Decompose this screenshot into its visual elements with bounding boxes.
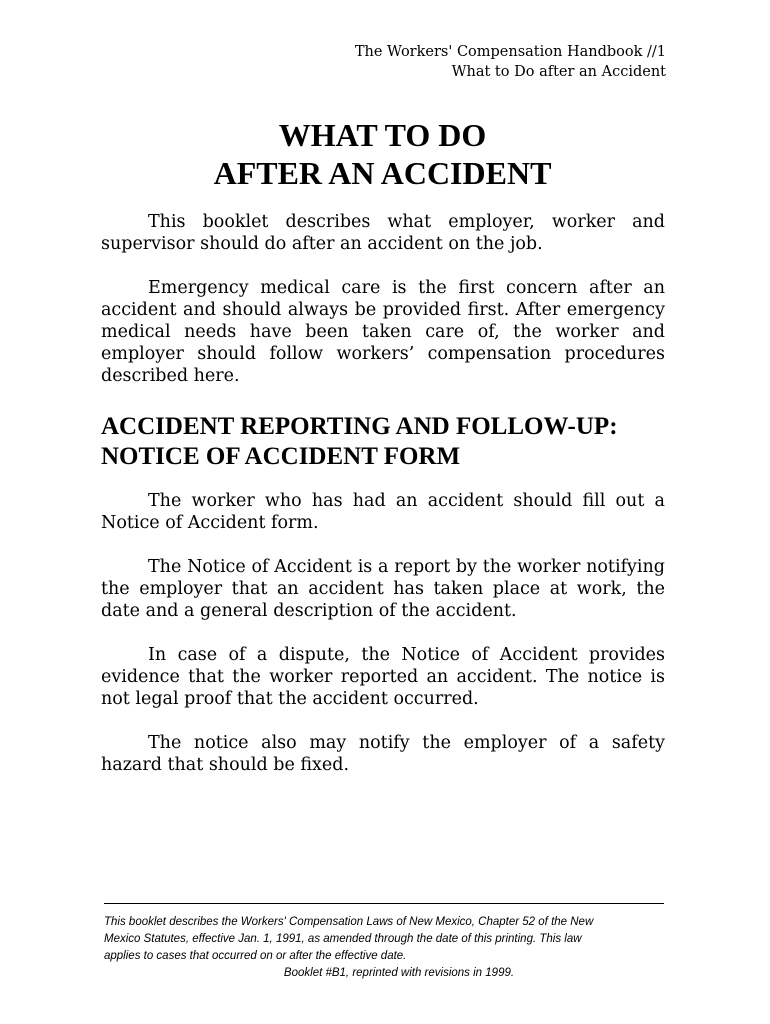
intro-text [101,211,665,387]
running-head [355,42,666,82]
footnote-divider [104,903,664,904]
section-text [101,490,665,776]
footnote-line-3: applies to cases that occurred on or after the effective date. [104,950,407,962]
section-paragraph-2: The Notice of Accident is a report by the worker notifying the employer that an accident has taken place at work, the date and a general description of the accident. [101,557,665,621]
running-head-line-1: The Workers' Compensation Handbook //1 [354,44,666,60]
section-heading-line-1: ACCIDENT REPORTING AND FOLLOW-UP: [101,413,618,440]
section-heading-line-2: NOTICE OF ACCIDENT FORM [101,443,461,470]
section-paragraph-4: The notice also may notify the employer of a safety hazard that should be fixed. [101,733,665,775]
running-head-line-2: What to Do after an Accident [451,64,666,80]
intro-paragraph-1: This booklet describes what employer, worker and supervisor should do after an accident on the job. [101,212,665,254]
footnote-line-2: Mexico Statutes, effective Jan. 1, 1991, as amended through the date of this printing. This law [104,933,582,945]
section-heading [101,412,681,472]
page-title [100,116,665,192]
section-paragraph-1: The worker who has had an accident should fill out a Notice of Accident form. [101,491,665,533]
footnote-line-4: Booklet #B1, reprinted with revisions in 1999. [283,967,515,979]
page-title-line-2: AFTER AN ACCIDENT [213,155,552,191]
section-paragraph-3: In case of a dispute, the Notice of Accident provides evidence that the worker reported an accident. The notice is not legal proof that the accident occurred. [101,645,665,709]
footnote-line-1: This booklet describes the Workers' Compensation Laws of New Mexico, Chapter 52 of the New [104,916,594,928]
intro-paragraph-2: Emergency medical care is the first concern after an accident and should always be provided first. After emergency medical needs have been taken care of, the worker and employer should follow workers’ compensation procedures described here. [101,278,665,386]
footnote [104,914,664,982]
page-title-line-1: WHAT TO DO [278,117,487,153]
